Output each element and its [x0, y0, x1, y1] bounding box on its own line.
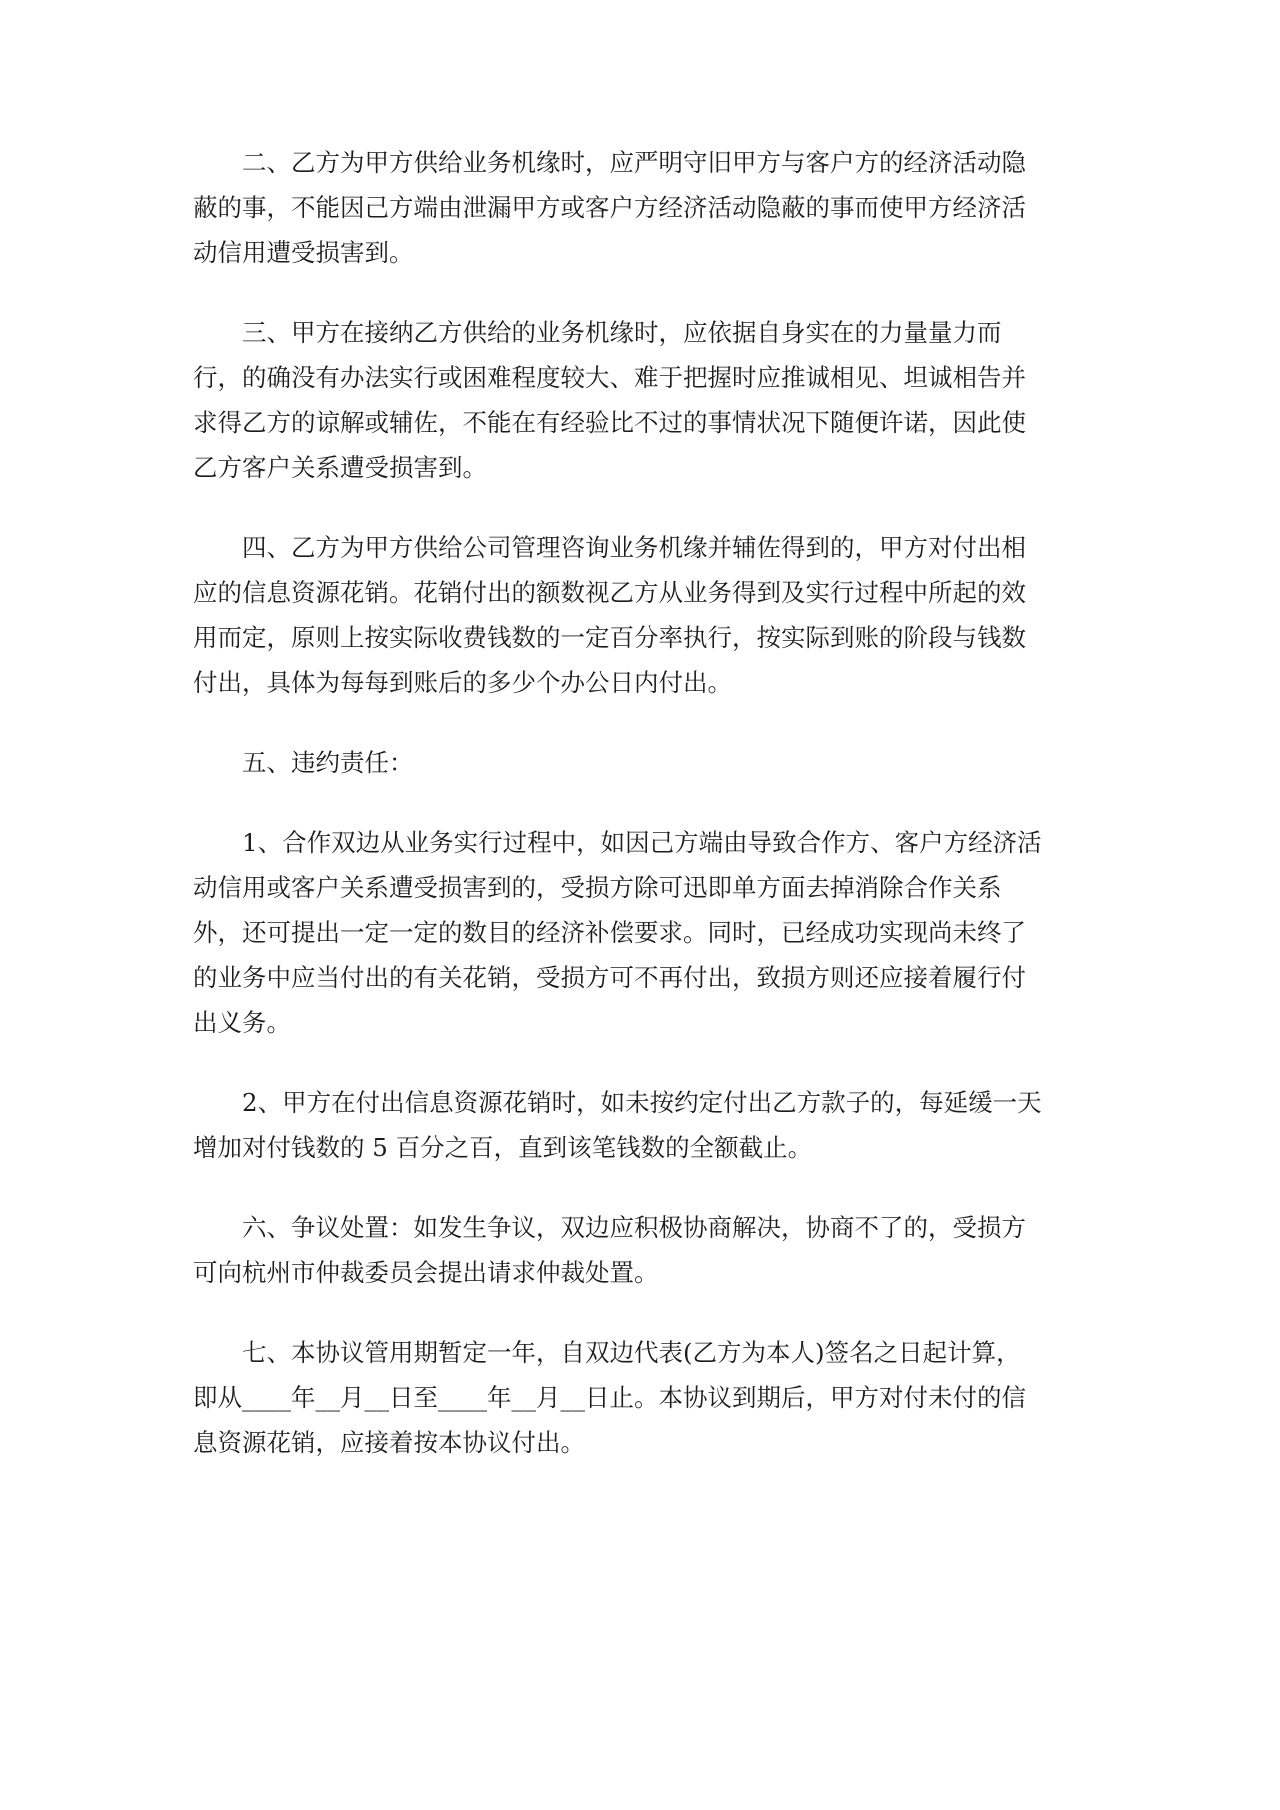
paragraph-line: 动信用遭受损害到。 — [193, 238, 414, 267]
document-body — [193, 140, 1083, 1500]
paragraph-line: 应的信息资源花销。花销付出的额数视乙方从业务得到及实行过程中所起的效 — [193, 578, 1026, 607]
paragraph-line: 蔽的事，不能因己方端由泄漏甲方或客户方经济活动隐蔽的事而使甲方经济活 — [193, 193, 1026, 222]
paragraph-line: 的业务中应当付出的有关花销，受损方可不再付出，致损方则还应接着履行付 — [193, 963, 1026, 992]
paragraph-line: 可向杭州市仲裁委员会提出请求仲裁处置。 — [193, 1258, 659, 1287]
paragraph-line: 即从____年__月__日至____年__月__日止。本协议到期后，甲方对付未付的信 — [193, 1383, 1026, 1412]
paragraph-line: 六、争议处置：如发生争议，双边应积极协商解决，协商不了的，受损方 — [242, 1213, 1026, 1242]
paragraph-line: 四、乙方为甲方供给公司管理咨询业务机缘并辅佐得到的，甲方对付出相 — [242, 533, 1026, 562]
paragraph-line: 外，还可提出一定一定的数目的经济补偿要求。同时，已经成功实现尚未终了 — [193, 918, 1026, 947]
paragraph-line: 求得乙方的谅解或辅佐，不能在有经验比不过的事情状况下随便许诺，因此使 — [193, 408, 1026, 437]
section-heading-breach — [193, 740, 1083, 785]
paragraph-breach-2 — [193, 1080, 1083, 1170]
paragraph-line: 乙方客户关系遭受损害到。 — [193, 453, 487, 482]
paragraph-line: 息资源花销，应接着按本协议付出。 — [193, 1428, 585, 1457]
paragraph-line: 七、本协议管用期暂定一年，自双边代表(乙方为本人)签名之日起计算， — [242, 1338, 1021, 1367]
paragraph-fees — [193, 525, 1083, 705]
paragraph-dispute — [193, 1205, 1083, 1295]
paragraph-acceptance — [193, 310, 1083, 490]
paragraph-line: 2、甲方在付出信息资源花销时，如未按约定付出乙方款子的，每延缓一天 — [242, 1088, 1042, 1117]
paragraph-breach-1 — [193, 820, 1083, 1045]
paragraph-line: 增加对付钱数的 5 百分之百，直到该笔钱数的全额截止。 — [193, 1133, 813, 1162]
paragraph-line: 五、违约责任： — [242, 748, 414, 777]
paragraph-confidentiality — [193, 140, 1083, 275]
paragraph-term — [193, 1330, 1083, 1465]
paragraph-line: 三、甲方在接纳乙方供给的业务机缘时，应依据自身实在的力量量力而 — [242, 318, 1002, 347]
paragraph-line: 动信用或客户关系遭受损害到的，受损方除可迅即单方面去掉消除合作关系 — [193, 873, 1002, 902]
paragraph-line: 行，的确没有办法实行或困难程度较大、难于把握时应推诚相见、坦诚相告并 — [193, 363, 1026, 392]
paragraph-line: 1、合作双边从业务实行过程中，如因己方端由导致合作方、客户方经济活 — [242, 828, 1042, 857]
paragraph-line: 二、乙方为甲方供给业务机缘时，应严明守旧甲方与客户方的经济活动隐 — [242, 148, 1026, 177]
paragraph-line: 用而定，原则上按实际收费钱数的一定百分率执行，按实际到账的阶段与钱数 — [193, 623, 1026, 652]
paragraph-line: 出义务。 — [193, 1008, 291, 1037]
paragraph-line: 付出，具体为每每到账后的多少个办公日内付出。 — [193, 668, 732, 697]
